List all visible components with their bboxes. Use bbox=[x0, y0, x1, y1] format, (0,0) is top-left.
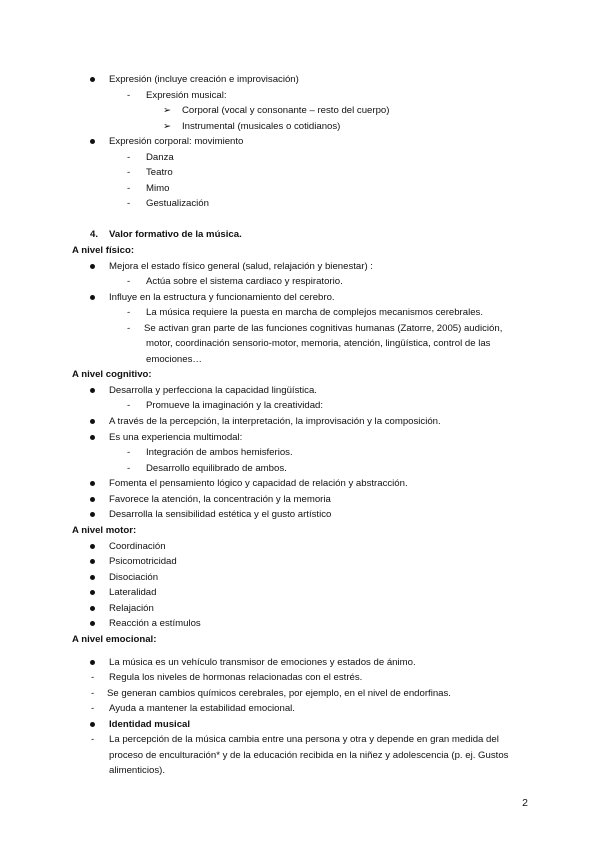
dash-icon: - bbox=[127, 447, 131, 458]
list-item: Influye en la estructura y funcionamiento del cerebro. bbox=[109, 292, 335, 303]
list-item: Fomenta el pensamiento lógico y capacidad de relación y abstracción. bbox=[109, 478, 408, 489]
list-item: Danza bbox=[146, 152, 174, 163]
list-item: Disociación bbox=[109, 572, 159, 583]
list-item: Desarrollo equilibrado de ambos. bbox=[146, 463, 287, 474]
dash-icon: - bbox=[91, 672, 95, 683]
bullet-icon bbox=[90, 660, 95, 665]
list-item: Lateralidad bbox=[109, 587, 157, 598]
list-item: Reacción a estímulos bbox=[109, 618, 201, 629]
list-item: Es una experiencia multimodal: bbox=[109, 432, 243, 443]
list-item: Desarrolla la sensibilidad estética y el gusto artístico bbox=[109, 509, 332, 520]
dash-icon: - bbox=[127, 167, 131, 178]
dash-icon: - bbox=[127, 183, 131, 194]
list-item: Actúa sobre el sistema cardiaco y respiratorio. bbox=[146, 276, 343, 287]
bullet-icon bbox=[90, 606, 95, 611]
list-item: Expresión corporal: movimiento bbox=[109, 136, 244, 147]
subsection-label: A nivel motor: bbox=[72, 525, 137, 536]
dash-icon: - bbox=[127, 152, 131, 163]
list-item: Expresión (incluye creación e improvisación) bbox=[109, 74, 299, 85]
bullet-icon bbox=[90, 139, 95, 144]
list-item: Integración de ambos hemisferios. bbox=[146, 447, 293, 458]
subsection-label: A nivel emocional: bbox=[72, 634, 157, 645]
bullet-icon bbox=[90, 295, 95, 300]
page-number: 2 bbox=[522, 797, 528, 809]
arrow-icon: ➢ bbox=[163, 121, 172, 132]
dash-icon: - bbox=[91, 688, 95, 699]
bullet-icon bbox=[90, 264, 95, 269]
list-item: A través de la percepción, la interpretación, la improvisación y la composición. bbox=[109, 416, 441, 427]
dash-icon: - bbox=[127, 400, 131, 411]
bullet-icon bbox=[90, 559, 95, 564]
dash-icon: - bbox=[127, 463, 131, 474]
list-item: Mejora el estado físico general (salud, relajación y bienestar) : bbox=[109, 261, 373, 272]
list-item: Expresión musical: bbox=[146, 90, 227, 101]
list-item: Teatro bbox=[146, 167, 173, 178]
dash-icon: - bbox=[127, 198, 131, 209]
list-item-continuation: proceso de enculturación* y de la educación recibida en la niñez y adolescencia (p. ej. Gustos bbox=[109, 750, 509, 761]
dash-icon: - bbox=[91, 703, 95, 714]
section-heading: Valor formativo de la música. bbox=[109, 229, 242, 240]
list-item: Mimo bbox=[146, 183, 170, 194]
bullet-icon bbox=[90, 621, 95, 626]
bullet-icon bbox=[90, 388, 95, 393]
section-number: 4. bbox=[90, 229, 99, 240]
bullet-icon bbox=[90, 497, 95, 502]
bullet-icon bbox=[90, 722, 95, 727]
dash-icon: - bbox=[91, 734, 95, 745]
list-item-continuation: motor, coordinación sensorio-motor, memoria, atención, lingüística, control de las bbox=[146, 338, 491, 349]
bullet-icon bbox=[90, 77, 95, 82]
bullet-icon bbox=[90, 575, 95, 580]
bullet-icon bbox=[90, 512, 95, 517]
list-item: Promueve la imaginación y la creatividad: bbox=[146, 400, 324, 411]
list-item: Instrumental (musicales o cotidianos) bbox=[182, 121, 341, 132]
bullet-icon bbox=[90, 419, 95, 424]
list-item: La música es un vehículo transmisor de emociones y estados de ánimo. bbox=[109, 657, 416, 668]
list-item-continuation: emociones… bbox=[146, 354, 202, 365]
list-item: Desarrolla y perfecciona la capacidad lingüística. bbox=[109, 385, 317, 396]
bullet-icon bbox=[90, 590, 95, 595]
arrow-icon: ➢ bbox=[163, 105, 172, 116]
list-item: La percepción de la música cambia entre una persona y otra y depende en gran medida del bbox=[109, 734, 499, 745]
dash-icon: - bbox=[127, 307, 131, 318]
bullet-icon bbox=[90, 544, 95, 549]
list-item: Se activan gran parte de las funciones cognitivas humanas (Zatorre, 2005) audición, bbox=[144, 323, 503, 334]
subsection-label: A nivel físico: bbox=[72, 245, 135, 256]
list-item: Psicomotricidad bbox=[109, 556, 177, 567]
list-item: Se generan cambios químicos cerebrales, por ejemplo, en el nivel de endorfinas. bbox=[107, 688, 451, 699]
dash-icon: - bbox=[127, 323, 131, 334]
list-item: Identidad musical bbox=[109, 719, 191, 730]
list-item: Relajación bbox=[109, 603, 154, 614]
list-item: Gestualización bbox=[146, 198, 209, 209]
list-item: Coordinación bbox=[109, 541, 166, 552]
subsection-label: A nivel cognitivo: bbox=[72, 369, 152, 380]
list-item-continuation: alimenticios). bbox=[109, 765, 165, 776]
dash-icon: - bbox=[127, 90, 131, 101]
list-item: Ayuda a mantener la estabilidad emocional. bbox=[109, 703, 295, 714]
list-item: Corporal (vocal y consonante – resto del cuerpo) bbox=[182, 105, 390, 116]
bullet-icon bbox=[90, 435, 95, 440]
list-item: Favorece la atención, la concentración y la memoria bbox=[109, 494, 331, 505]
bullet-icon bbox=[90, 481, 95, 486]
list-item: Regula los niveles de hormonas relacionadas con el estrés. bbox=[109, 672, 363, 683]
dash-icon: - bbox=[127, 276, 131, 287]
list-item: La música requiere la puesta en marcha de complejos mecanismos cerebrales. bbox=[146, 307, 484, 318]
